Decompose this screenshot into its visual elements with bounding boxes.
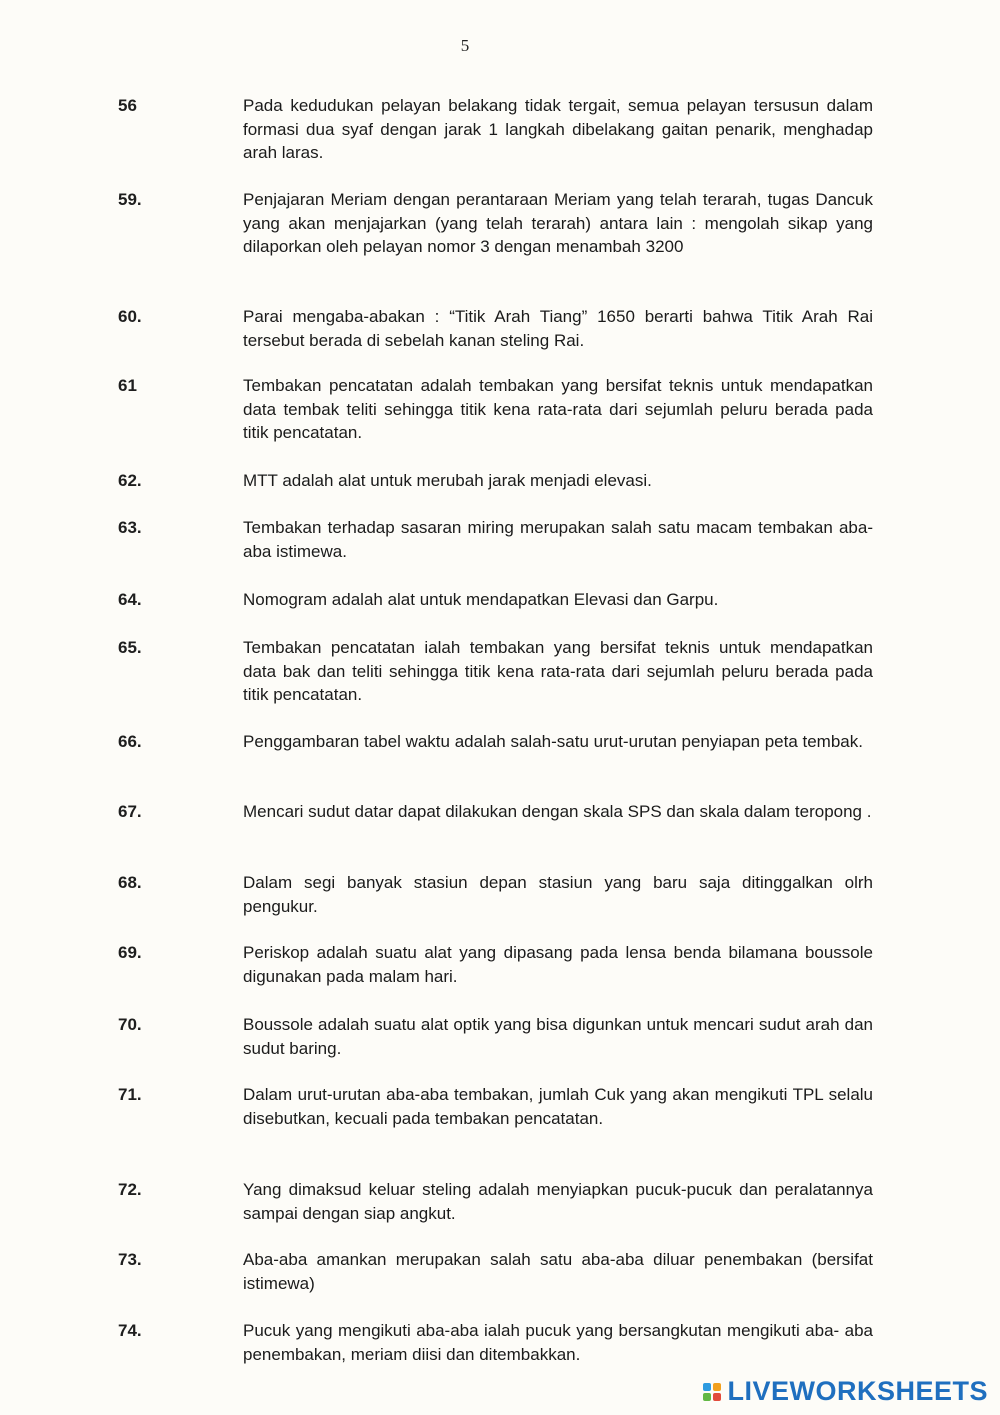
item-text: Pucuk yang mengikuti aba-aba ialah pucuk yang bersangkutan mengikuti aba- aba penembakan, meriam diisi dan ditembakkan.	[243, 1321, 873, 1364]
item-text: Nomogram adalah alat untuk mendapatkan Elevasi dan Garpu.	[243, 590, 719, 609]
item-text: Mencari sudut datar dapat dilakukan dengan skala SPS dan skala dalam teropong .	[243, 802, 872, 821]
item-text: Penjajaran Meriam dengan perantaraan Meriam yang telah terarah, tugas Dancuk yang akan menjajarkan (yang telah terarah) antara lain : mengolah sikap yang dilaporkan oleh pelayan nomor 3 dengan menambah 3200	[243, 190, 873, 256]
liveworksheets-logo-icon	[703, 1383, 721, 1401]
item-number: 61	[118, 376, 137, 395]
item-text: Aba-aba amankan merupakan salah satu aba-aba diluar penembakan (bersifat istimewa)	[243, 1250, 873, 1293]
liveworksheets-watermark	[703, 1376, 988, 1407]
item-text: Tembakan pencatatan ialah tembakan yang bersifat teknis untuk mendapatkan data bak dan teliti sehingga titik kena rata-rata dari sejumlah peluru berada pada titik pencatatan.	[243, 638, 873, 704]
item-number: 72.	[118, 1180, 142, 1199]
item-text: Periskop adalah suatu alat yang dipasang pada lensa benda bilamana boussole digunakan pada malam hari.	[243, 943, 873, 986]
item-text: Tembakan terhadap sasaran miring merupakan salah satu macam tembakan aba-aba istimewa.	[243, 518, 873, 561]
item-number: 68.	[118, 873, 142, 892]
item-number: 73.	[118, 1250, 142, 1269]
item-text: Parai mengaba-abakan : “Titik Arah Tiang” 1650 berarti bahwa Titik Arah Rai tersebut berada di sebelah kanan steling Rai.	[243, 307, 873, 350]
page-number: 5	[460, 36, 470, 55]
item-number: 63.	[118, 518, 142, 537]
item-number: 74.	[118, 1321, 142, 1340]
item-number: 59.	[118, 190, 142, 209]
item-number: 65.	[118, 638, 142, 657]
item-number: 71.	[118, 1085, 142, 1104]
item-text: Dalam segi banyak stasiun depan stasiun yang baru saja ditinggalkan olrh pengukur.	[243, 873, 873, 916]
item-number: 66.	[118, 732, 142, 751]
item-number: 67.	[118, 802, 142, 821]
item-text: Penggambaran tabel waktu adalah salah-satu urut-urutan penyiapan peta tembak.	[243, 732, 863, 751]
item-text: MTT adalah alat untuk merubah jarak menjadi elevasi.	[243, 471, 652, 490]
item-text: Tembakan pencatatan adalah tembakan yang bersifat teknis untuk mendapatkan data tembak teliti sehingga titik kena rata-rata dari sejumlah peluru berada pada titik pencatatan.	[243, 376, 873, 442]
item-text: Yang dimaksud keluar steling adalah menyiapkan pucuk-pucuk dan peralatannya sampai dengan siap angkut.	[243, 1180, 873, 1223]
item-number: 56	[118, 96, 137, 115]
item-number: 60.	[118, 307, 142, 326]
item-text: Boussole adalah suatu alat optik yang bisa digunkan untuk mencari sudut arah dan sudut baring.	[243, 1015, 873, 1058]
watermark-text: LIVEWORKSHEETS	[727, 1376, 988, 1406]
item-number: 69.	[118, 943, 142, 962]
item-text: Pada kedudukan pelayan belakang tidak tergait, semua pelayan tersusun dalam formasi dua syaf dengan jarak 1 langkah dibelakang gaitan penarik, menghadap arah laras.	[243, 96, 873, 162]
item-number: 70.	[118, 1015, 142, 1034]
item-number: 62.	[118, 471, 142, 490]
item-text: Dalam urut-urutan aba-aba tembakan, jumlah Cuk yang akan mengikuti TPL selalu disebutkan, kecuali pada tembakan pencatatan.	[243, 1085, 873, 1128]
item-number: 64.	[118, 590, 142, 609]
